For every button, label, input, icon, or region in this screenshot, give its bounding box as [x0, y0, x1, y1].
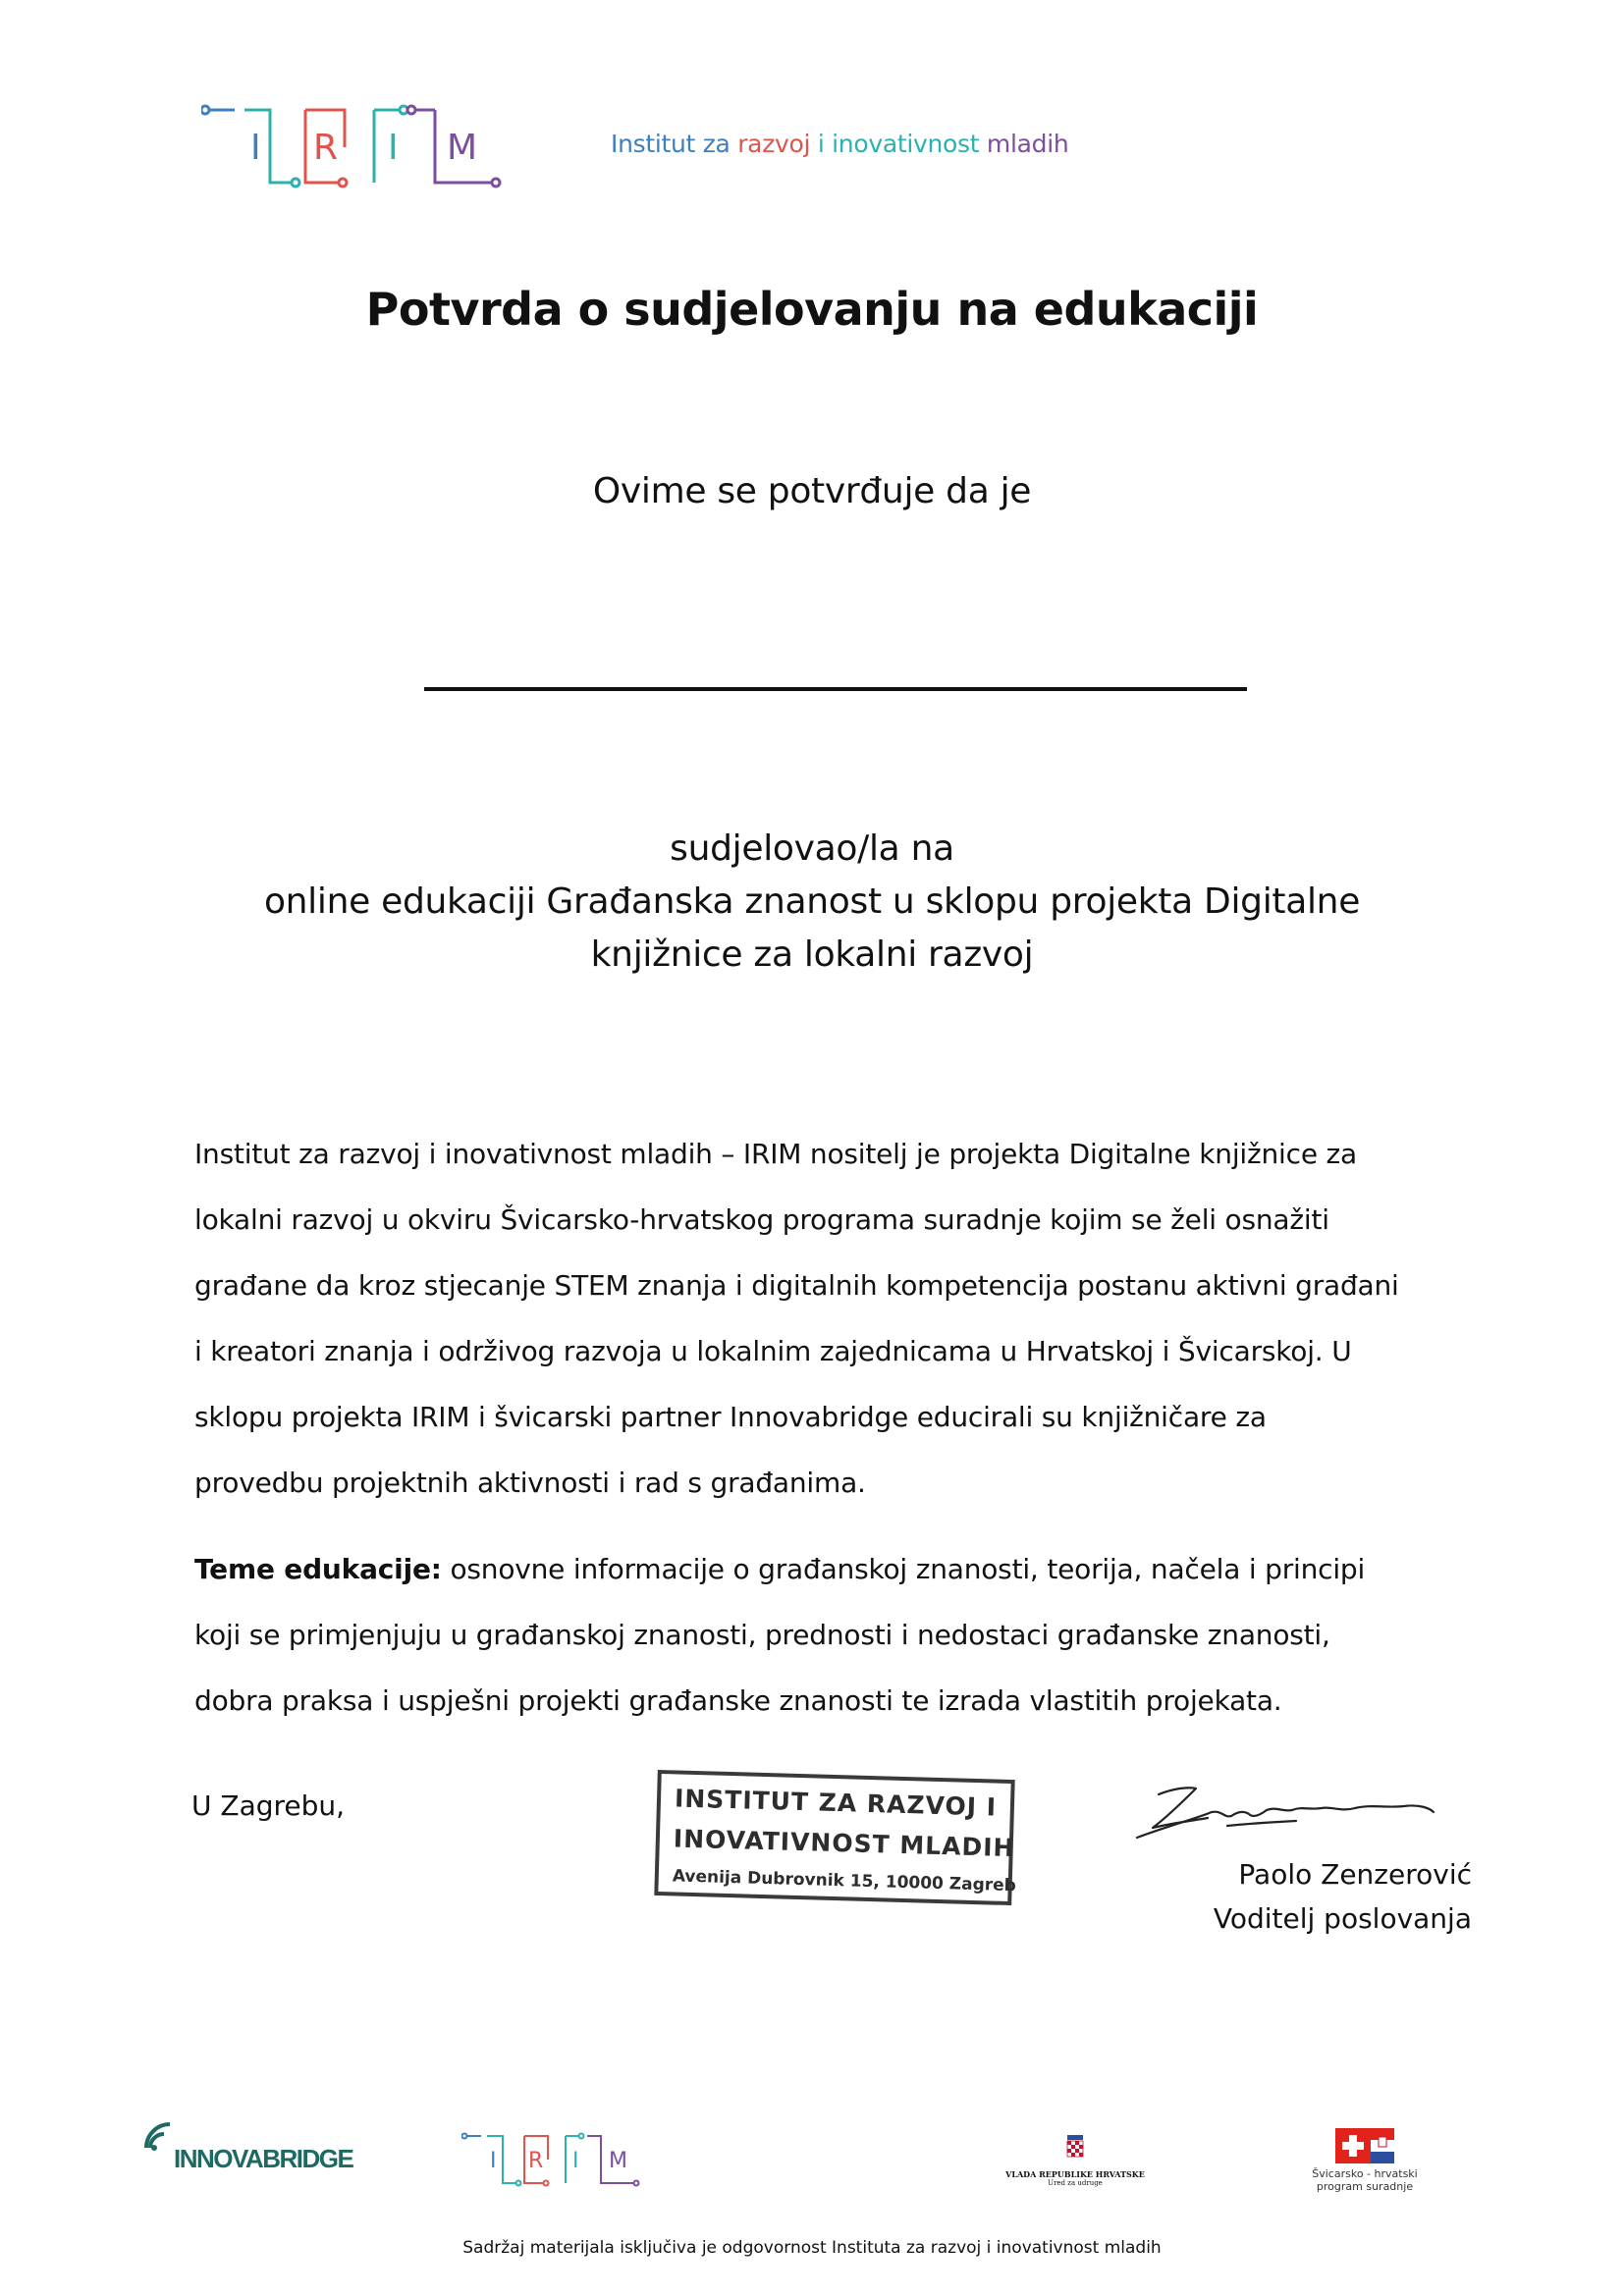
stamp-line: INOVATIVNOST MLADIH [673, 1824, 1015, 1863]
topics-label: Teme edukacije: [194, 1553, 442, 1585]
logo-letter-i: I [388, 128, 399, 168]
tagline-word: inovativnost [832, 130, 980, 158]
topics-text: osnovne informacije o građanskoj znanosti, teorija, načela i principi [441, 1553, 1366, 1585]
institute-stamp [654, 1770, 1017, 1905]
description-line: i kreatori znanja i održivog razvoja u lokalnim zajednicama u Hrvatskoj i Švicarskoj. U [194, 1335, 1352, 1367]
participant-name-line [424, 687, 1247, 691]
stamp-line: Avenija Dubrovnik 15, 10000 Zagreb [672, 1866, 1017, 1896]
croatian-coat-of-arms-icon [1064, 2135, 1086, 2163]
description-line: lokalni razvoj u okviru Švicarsko-hrvatskog programa suradnje kojim se želi osnažiti [194, 1203, 1329, 1236]
description-line: sklopu projekta IRIM i švicarski partner Innovabridge educirali su knjižničare za [194, 1401, 1267, 1433]
participation-text [0, 823, 1624, 982]
tagline-word: razvoj [737, 130, 811, 158]
tagline-word: za [702, 130, 731, 158]
signer-role: Voditelj poslovanja [1213, 1902, 1472, 1935]
gov-logo-line: VLADA REPUBLIKE HRVATSKE [1005, 2169, 1145, 2179]
swiss-croatian-program-logo [1311, 2128, 1419, 2216]
swiss-croatian-flags-icon [1335, 2128, 1394, 2163]
logo-letter-i: I [572, 2149, 579, 2173]
handwritten-signature [1129, 1767, 1463, 1865]
irim-footer-logo [461, 2128, 648, 2191]
education-topics [194, 1536, 1500, 1734]
innovabridge-logo [142, 2118, 353, 2187]
intro-text: Ovime se potvrđuje da je [592, 471, 1032, 511]
description-line: provedbu projektnih aktivnosti i rad s građanima. [194, 1467, 866, 1499]
place-label: U Zagrebu, [191, 1789, 346, 1822]
document-title: Potvrda o sudjelovanju na edukaciji [365, 283, 1259, 336]
logo-letter-i: I [250, 128, 261, 168]
swiss-logo-line: Švicarsko - hrvatski [1312, 2167, 1418, 2180]
logo-letter-r: R [528, 2149, 544, 2173]
project-description [194, 1121, 1500, 1516]
logo-letter-r: R [313, 128, 339, 168]
tagline-word: mladih [986, 130, 1069, 158]
logo-letter-i: I [490, 2149, 497, 2173]
description-line: građane da kroz stjecanje STEM znanja i digitalnih kompetencija postanu aktivni građani [194, 1269, 1399, 1302]
signer-name: Paolo Zenzerović [1238, 1858, 1472, 1891]
logo-letter-m: M [609, 2149, 627, 2173]
stamp-line: INSTITUT ZA RAZVOJ I [674, 1784, 998, 1822]
innovabridge-wordmark: INNOVABRIDGE [174, 2144, 353, 2173]
description-line: Institut za razvoj i inovativnost mladih – IRIM nositelj je projekta Digitalne knjižnice za [194, 1138, 1358, 1170]
tagline-word: Institut [611, 130, 696, 158]
irim-logo [201, 98, 515, 196]
topics-line [194, 1536, 1500, 1602]
participation-line: online edukaciji Građanska znanost u sklopu projekta Digitalne [263, 881, 1361, 922]
gov-logo-line: Ured za udruge [1048, 2179, 1103, 2187]
logo-letter-m: M [447, 128, 478, 168]
topics-line: koji se primjenjuju u građanskoj znanosti, prednosti i nedostaci građanske znanosti, [194, 1619, 1330, 1651]
tagline-word: i [817, 130, 825, 158]
croatian-government-logo [997, 2135, 1154, 2214]
institute-tagline [611, 130, 1068, 158]
swiss-logo-line: program suradnje [1316, 2180, 1414, 2193]
footer-disclaimer: Sadržaj materijala isključiva je odgovornost Instituta za razvoj i inovativnost mladih [462, 2238, 1162, 2258]
topics-line: dobra praksa i uspješni projekti građanske znanosti te izrada vlastitih projekata. [194, 1684, 1282, 1717]
participation-line: knjižnice za lokalni razvoj [590, 934, 1034, 975]
participation-line: sudjelovao/la na [670, 828, 954, 869]
